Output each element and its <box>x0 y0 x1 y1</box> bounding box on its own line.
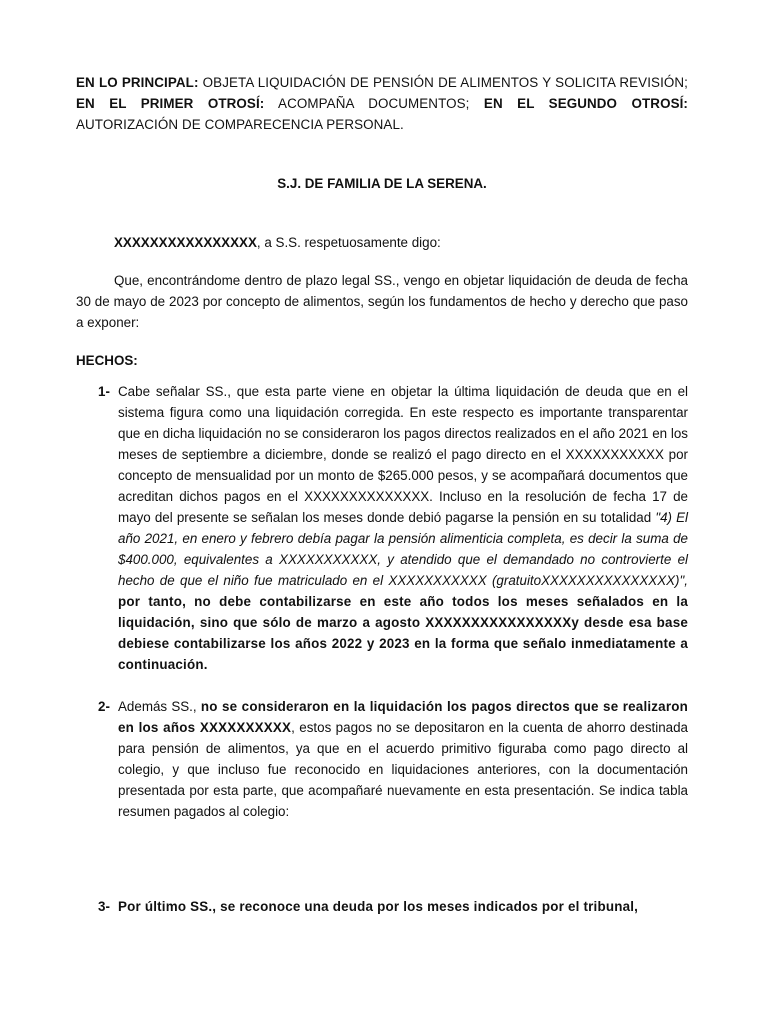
petitioner-name: XXXXXXXXXXXXXXXX <box>114 235 257 250</box>
fact-text: Además SS., <box>118 699 201 714</box>
objection-paragraph: Que, encontrándome dentro de plazo legal SS., vengo en objetar liquidación de deuda de fecha 30 de mayo de 2023 por concepto de alimentos, según los fundamentos de hecho y derecho que paso a exponer: <box>76 273 688 330</box>
intro-paragraph <box>76 232 688 253</box>
fact-text: Cabe señalar SS., que esta parte viene en objetar la última liquidación de deuda que en el sistema figura como una liquidación corregida. En este respecto es importante transparentar que en dicha liquidación no se consideraron los pagos directos realizados en el año 2021 en los meses de septiembre a diciembre, donde se realizó el pago directo en el XXXXXXXXXXX por concepto de mensualidad por un monto de $265.000 pesos, y se acompañará documentos que acreditan dichos pagos en el XXXXXXXXXXXXXX. Incluso en la resolución de fecha 17 de mayo del presente se señalan los meses donde debió pagarse la pensión en su totalidad <box>118 384 688 525</box>
fact-text-continued: , estos pagos no se depositaron en la cuenta de ahorro destinada para pensión de alimentos, ya que en el acuerdo primitivo figuraba como pago directo al colegio, y que incluso fue reconocido en liquidaciones anteriores, con la documentación presentada por esta parte, que acompañaré nuevamente en esta presentación. Se indica tabla resumen pagados al colegio: <box>118 720 688 819</box>
facts-list <box>76 381 688 917</box>
summary-second-otrosi-label: EN EL SEGUNDO OTROSÍ: <box>483 96 688 111</box>
summary-first-otrosi-label: EN EL PRIMER OTROSÍ: <box>76 96 265 111</box>
summary-principal-label: EN LO PRINCIPAL: <box>76 75 199 90</box>
summary-first-otrosi-text: ACOMPAÑA DOCUMENTOS; <box>264 96 484 111</box>
intro-text: , a S.S. respetuosamente digo: <box>256 235 441 250</box>
fact-quote: "4) El año 2021, en enero y febrero debía pagar la pensión alimenticia completa, es decir la suma de $400.000, equivalentes a XXXXXXXXXXX, y atendido que el demandado no controvierte el hecho de que el niño fue matriculado en el XXXXXXXXXXX (gratuitoXXXXXXXXXXXXXXX)", <box>118 510 688 588</box>
fact-bold-text: por tanto, no debe contabilizarse en este año todos los meses señalados en la liquidación, sino que sólo de marzo a agosto XXXXXXXXXXXXXXXXy desde esa base debiese contabilizarse los años 2022 y 2023 en la forma que señalo inmediatamente a continuación. <box>118 594 688 672</box>
list-item <box>76 381 688 675</box>
list-item <box>76 896 688 917</box>
summary-second-otrosi-text: AUTORIZACIÓN DE COMPARECENCIA PERSONAL. <box>76 117 404 132</box>
fact-bold-text: Por último SS., se reconoce una deuda por los meses indicados por el tribunal, <box>118 899 639 914</box>
document-summary <box>76 72 688 135</box>
court-name: S.J. DE FAMILIA DE LA SERENA. <box>277 176 487 191</box>
summary-principal-text: OBJETA LIQUIDACIÓN DE PENSIÓN DE ALIMENTOS Y SOLICITA REVISIÓN; <box>198 75 688 90</box>
fact-number: 3- <box>98 899 110 914</box>
fact-number: 2- <box>98 699 110 714</box>
fact-number: 1- <box>98 384 110 399</box>
list-item <box>76 696 688 822</box>
hechos-heading: HECHOS: <box>76 353 138 368</box>
fact-bold-text: no se consideraron en la liquidación los pagos directos que se realizaron en los años XXXXXXXXXX <box>118 699 688 735</box>
